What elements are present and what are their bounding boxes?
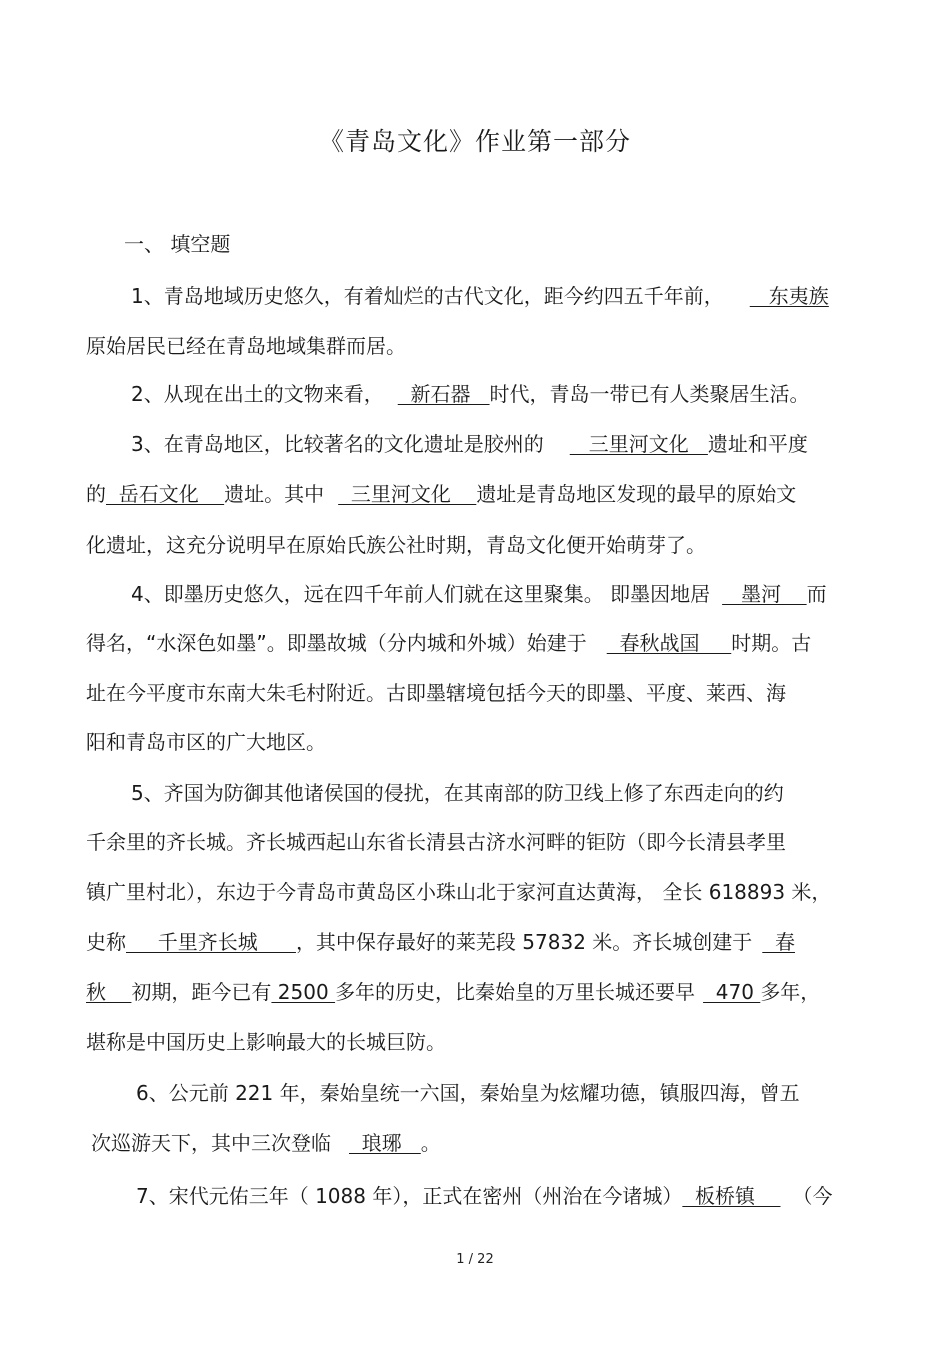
answer-blank: 470 bbox=[703, 980, 761, 1004]
question-4-line-2: 得名，“水深色如墨”。即墨故城（分内城和外城）始建于 春秋战国 时期。古 bbox=[86, 631, 812, 655]
section-heading: 一、 填空题 bbox=[124, 232, 231, 256]
question-5-line-3: 镇广里村北），东边于今青岛市黄岛区小珠山北于家河直达黄海， 全长 618893 米， bbox=[86, 880, 832, 904]
answer-blank: 板桥镇 bbox=[682, 1184, 781, 1208]
question-4-line-4: 阳和青岛市区的广大地区。 bbox=[86, 730, 326, 754]
question-5-line-4: 史称 千里齐长城 ，其中保存最好的莱芜段 57832 米。齐长城创建于 春 bbox=[86, 930, 795, 954]
answer-blank: 东夷族 bbox=[749, 284, 829, 308]
question-4-line-3: 址在今平度市东南大朱毛村附近。古即墨辖境包括今天的即墨、平度、莱西、海 bbox=[86, 681, 786, 705]
question-1-line-1: 1、青岛地域历史悠久，有着灿烂的古代文化，距今约四五千年前， 东夷族 bbox=[131, 284, 829, 308]
question-3-line-1: 3、在青岛地区，比较著名的文化遗址是胶州的 三里河文化 遗址和平度 bbox=[131, 432, 808, 456]
question-5-line-2: 千余里的齐长城。齐长城西起山东省长清县古济水河畔的钜防（即今长清县孝里 bbox=[86, 830, 786, 854]
answer-blank: 2500 bbox=[271, 980, 336, 1004]
page-number: 1 / 22 bbox=[456, 1252, 494, 1267]
question-1-line-2: 原始居民已经在青岛地域集群而居。 bbox=[86, 334, 406, 358]
question-3-line-3: 化遗址，这充分说明早在原始氏族公社时期，青岛文化便开始萌芽了。 bbox=[86, 533, 706, 557]
answer-blank: 墨河 bbox=[722, 582, 807, 606]
question-3-line-2: 的 岳石文化 遗址。其中 三里河文化 遗址是青岛地区发现的最早的原始文 bbox=[86, 482, 797, 506]
question-6-line-1: 6、公元前 221 年，秦始皇统一六国，秦始皇为炫耀功德，镇服四海，曾五 bbox=[136, 1081, 800, 1105]
answer-blank: 岳石文化 bbox=[106, 482, 225, 506]
answer-blank: 三里河文化 bbox=[569, 432, 708, 456]
answer-blank: 三里河文化 bbox=[338, 482, 477, 506]
document-title: 《青岛文化》作业第一部分 bbox=[318, 127, 631, 156]
answer-blank: 千里齐长城 bbox=[126, 930, 296, 954]
answer-blank: 秋 bbox=[86, 980, 132, 1004]
question-5-line-5: 秋 初期，距今已有 2500 多年的历史，比秦始皇的万里长城还要早 470 多年， bbox=[86, 980, 821, 1004]
answer-blank: 春 bbox=[762, 930, 795, 954]
question-2-line-1: 2、从现在出土的文物来看， 新石器 时代，青岛一带已有人类聚居生活。 bbox=[131, 382, 810, 406]
answer-blank: 新石器 bbox=[397, 382, 490, 406]
question-5-line-1: 5、齐国为防御其他诸侯国的侵扰，在其南部的防卫线上修了东西走向的约 bbox=[131, 781, 784, 805]
answer-blank: 琅琊 bbox=[349, 1131, 421, 1155]
question-4-line-1: 4、即墨历史悠久，远在四千年前人们就在这里聚集。 即墨因地居 墨河 而 bbox=[131, 582, 827, 606]
question-6-line-2: 次巡游天下，其中三次登临 琅琊 。 bbox=[91, 1131, 441, 1155]
question-5-line-6: 堪称是中国历史上影响最大的长城巨防。 bbox=[86, 1030, 446, 1054]
answer-blank: 春秋战国 bbox=[606, 631, 732, 655]
question-7-line-1: 7、宋代元佑三年（ 1088 年），正式在密州（州治在今诸城） 板桥镇 （今 bbox=[136, 1184, 833, 1208]
